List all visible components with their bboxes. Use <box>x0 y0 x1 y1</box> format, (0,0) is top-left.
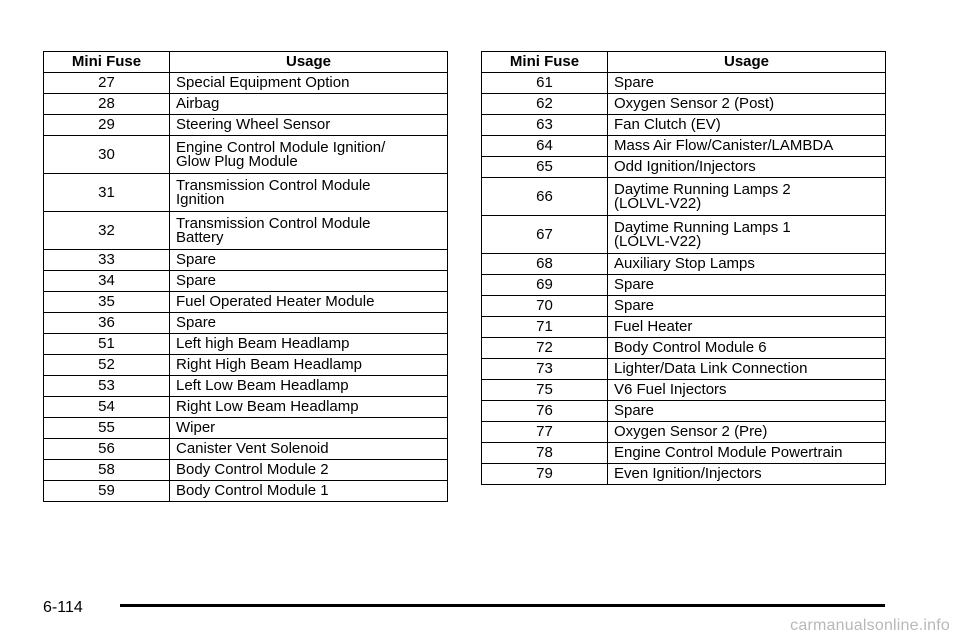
table-row <box>44 418 448 439</box>
header-usage: Usage <box>170 52 448 73</box>
fuse-number: 68 <box>482 254 608 275</box>
fuse-usage: Spare <box>170 271 448 292</box>
fuse-number: 51 <box>44 334 170 355</box>
fuse-number: 32 <box>44 212 170 250</box>
fuse-number: 62 <box>482 94 608 115</box>
left-table-body <box>44 73 448 502</box>
table-row <box>44 460 448 481</box>
fuse-number: 73 <box>482 359 608 380</box>
fuse-usage: Auxiliary Stop Lamps <box>608 254 886 275</box>
table-row <box>44 136 448 174</box>
table-row <box>482 380 886 401</box>
fuse-number: 77 <box>482 422 608 443</box>
fuse-usage: Mass Air Flow/Canister/LAMBDA <box>608 136 886 157</box>
fuse-usage: Fan Clutch (EV) <box>608 115 886 136</box>
table-row <box>44 481 448 502</box>
fuse-number: 79 <box>482 464 608 485</box>
table-row <box>44 355 448 376</box>
fuse-number: 70 <box>482 296 608 317</box>
table-row <box>482 422 886 443</box>
fuse-usage: Body Control Module 1 <box>170 481 448 502</box>
fuse-usage: Engine Control Module Ignition/ Glow Plug Module <box>170 136 448 174</box>
fuse-number: 71 <box>482 317 608 338</box>
table-row <box>44 292 448 313</box>
fuse-usage: Airbag <box>170 94 448 115</box>
fuse-usage: Spare <box>170 250 448 271</box>
fuse-usage: Special Equipment Option <box>170 73 448 94</box>
table-row <box>44 212 448 250</box>
fuse-usage: Canister Vent Solenoid <box>170 439 448 460</box>
fuse-number: 72 <box>482 338 608 359</box>
fuse-number: 53 <box>44 376 170 397</box>
fuse-number: 28 <box>44 94 170 115</box>
table-row <box>44 174 448 212</box>
fuse-number: 31 <box>44 174 170 212</box>
fuse-usage: Spare <box>608 296 886 317</box>
table-row <box>482 443 886 464</box>
right-table-body <box>482 73 886 485</box>
table-row <box>44 250 448 271</box>
table-row <box>482 157 886 178</box>
fuse-number: 59 <box>44 481 170 502</box>
fuse-usage: Left high Beam Headlamp <box>170 334 448 355</box>
fuse-usage: Fuel Operated Heater Module <box>170 292 448 313</box>
fuse-usage: Odd Ignition/Injectors <box>608 157 886 178</box>
table-row <box>482 338 886 359</box>
table-row <box>482 464 886 485</box>
fuse-number: 56 <box>44 439 170 460</box>
fuse-usage: Body Control Module 2 <box>170 460 448 481</box>
fuse-usage: Lighter/Data Link Connection <box>608 359 886 380</box>
fuse-number: 55 <box>44 418 170 439</box>
fuse-number: 30 <box>44 136 170 174</box>
fuse-usage: Spare <box>608 401 886 422</box>
fuse-number: 78 <box>482 443 608 464</box>
table-header-row <box>482 52 886 73</box>
fuse-number: 36 <box>44 313 170 334</box>
fuse-usage: V6 Fuel Injectors <box>608 380 886 401</box>
fuse-usage: Wiper <box>170 418 448 439</box>
fuse-usage: Steering Wheel Sensor <box>170 115 448 136</box>
table-row <box>44 397 448 418</box>
table-row <box>44 376 448 397</box>
table-row <box>482 115 886 136</box>
table-row <box>482 216 886 254</box>
table-row <box>482 296 886 317</box>
table-row <box>482 73 886 94</box>
fuse-usage: Spare <box>170 313 448 334</box>
header-usage: Usage <box>608 52 886 73</box>
fuse-number: 33 <box>44 250 170 271</box>
fuse-usage: Transmission Control Module Ignition <box>170 174 448 212</box>
table-row <box>44 334 448 355</box>
fuse-number: 61 <box>482 73 608 94</box>
table-row <box>482 317 886 338</box>
fuse-usage: Engine Control Module Powertrain <box>608 443 886 464</box>
left-fuse-table <box>43 51 448 502</box>
table-header-row <box>44 52 448 73</box>
fuse-usage: Right Low Beam Headlamp <box>170 397 448 418</box>
fuse-usage: Spare <box>608 275 886 296</box>
table-row <box>482 136 886 157</box>
right-fuse-table <box>481 51 886 485</box>
fuse-usage: Transmission Control Module Battery <box>170 212 448 250</box>
table-row <box>482 254 886 275</box>
fuse-number: 76 <box>482 401 608 422</box>
table-row <box>482 359 886 380</box>
fuse-number: 27 <box>44 73 170 94</box>
fuse-usage: Body Control Module 6 <box>608 338 886 359</box>
fuse-usage: Fuel Heater <box>608 317 886 338</box>
table-row <box>44 313 448 334</box>
fuse-usage: Spare <box>608 73 886 94</box>
fuse-usage: Left Low Beam Headlamp <box>170 376 448 397</box>
fuse-number: 29 <box>44 115 170 136</box>
table-row <box>44 94 448 115</box>
fuse-number: 35 <box>44 292 170 313</box>
footer-rule <box>120 604 885 607</box>
fuse-number: 63 <box>482 115 608 136</box>
watermark: carmanualsonline.info <box>790 617 950 634</box>
fuse-number: 69 <box>482 275 608 296</box>
table-row <box>482 178 886 216</box>
table-row <box>44 439 448 460</box>
fuse-usage: Oxygen Sensor 2 (Post) <box>608 94 886 115</box>
fuse-usage: Daytime Running Lamps 1 (LOLVL-V22) <box>608 216 886 254</box>
fuse-usage: Oxygen Sensor 2 (Pre) <box>608 422 886 443</box>
page-number: 6-114 <box>43 599 83 616</box>
fuse-number: 52 <box>44 355 170 376</box>
fuse-usage: Even Ignition/Injectors <box>608 464 886 485</box>
fuse-number: 67 <box>482 216 608 254</box>
table-row <box>44 271 448 292</box>
fuse-number: 65 <box>482 157 608 178</box>
fuse-number: 54 <box>44 397 170 418</box>
table-row <box>44 115 448 136</box>
fuse-number: 66 <box>482 178 608 216</box>
header-mini-fuse: Mini Fuse <box>482 52 608 73</box>
fuse-usage: Right High Beam Headlamp <box>170 355 448 376</box>
fuse-number: 58 <box>44 460 170 481</box>
fuse-number: 64 <box>482 136 608 157</box>
header-mini-fuse: Mini Fuse <box>44 52 170 73</box>
table-row <box>44 73 448 94</box>
fuse-usage: Daytime Running Lamps 2 (LOLVL-V22) <box>608 178 886 216</box>
table-row <box>482 275 886 296</box>
table-row <box>482 401 886 422</box>
fuse-number: 34 <box>44 271 170 292</box>
table-row <box>482 94 886 115</box>
fuse-number: 75 <box>482 380 608 401</box>
